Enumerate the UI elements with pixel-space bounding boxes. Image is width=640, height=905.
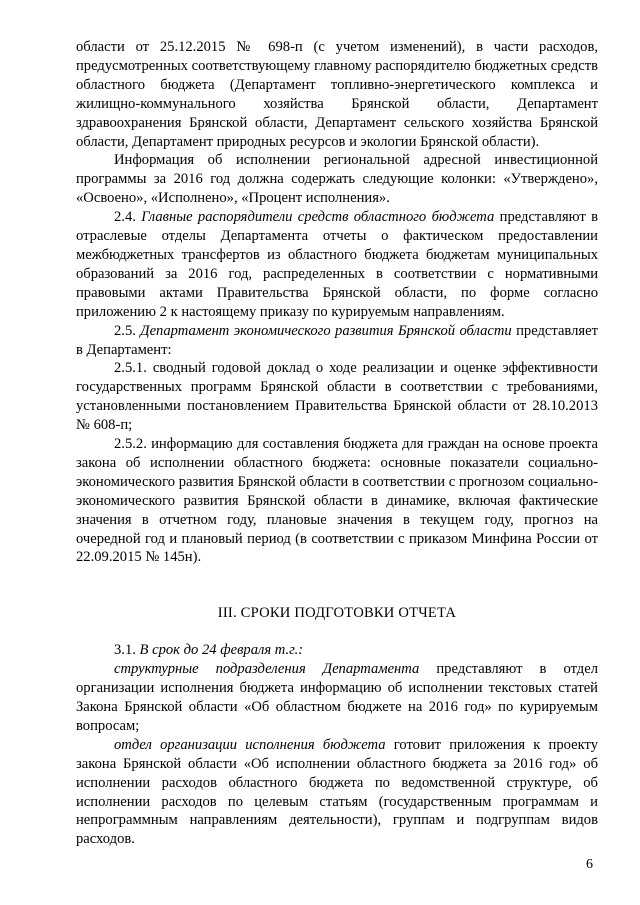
paragraph-2-5-2: 2.5.2. информацию для составления бюджета для граждан на основе проекта закона об исполнении областного бюджета: основные показатели социально-экономического развития Брянской области в соответствии с прогнозом социально-экономического развития Брянской области в динамике, включая фактические значения в отчетном году, плановые значения в текущем году, прогноз на очередной год и плановый период (в соответствии с приказом Минфина России от 22.09.2015 № 145н). [76, 436, 598, 566]
page-number: 6 [586, 857, 593, 872]
paragraph-3-1 [76, 641, 598, 660]
clause-text: представляет в Департамент: [76, 322, 598, 358]
italic-subject: Департамент экономического развития Брянской области [140, 322, 512, 339]
clause-text: представляют в отдел организации исполнения бюджета информацию об исполнении текстовых статей Закона Брянской области «Об областном бюджете на 2016 год» по курируемым вопросам; [76, 661, 598, 734]
paragraph-2-5-1: 2.5.1. сводный годовой доклад о ходе реализации и оценке эффективности государственных программ Брянской области в соответствии с требованиями, установленными постановлением Правительства Брянской области от 28.10.2013 № 608-п; [76, 360, 598, 434]
italic-subject: В срок до 24 февраля т.г.: [139, 642, 304, 659]
paragraph-2-4 [76, 208, 598, 321]
clause-number: 2.5. [114, 322, 136, 339]
section-title: III. СРОКИ ПОДГОТОВКИ ОТЧЕТА [217, 605, 457, 622]
document-body [76, 38, 598, 849]
paragraph-budget-department [76, 736, 598, 849]
clause-text: представляют в отраслевые отделы Департамента отчеты о фактическом предоставлении межбюджетных трансфертов из областного бюджета бюджетам муниципальных образований за 2016 год, распределенных в соответствии с нормативными правовыми актами Правительства Брянской области, по форме согласно приложению 2 к настоящему приказу по курируемым направлениям. [76, 209, 598, 320]
paragraph-structural-units [76, 660, 598, 736]
clause-number: 3.1. [114, 642, 136, 659]
italic-subject: структурные подразделения Департамента [114, 661, 420, 678]
paragraph-investment-program: Информация об исполнении региональной адресной инвестиционной программы за 2016 год должна содержать следующие колонки: «Утверждено», «Освоено», «Исполнено», «Процент исполнения». [76, 152, 598, 207]
paragraph-2-5 [76, 322, 598, 360]
italic-subject: Главные распорядители средств областного бюджета [141, 209, 495, 226]
italic-subject: отдел организации исполнения бюджета [114, 736, 386, 753]
clause-number: 2.4. [114, 209, 136, 226]
paragraph-budget-areas: области от 25.12.2015 № 698-п (с учетом изменений), в части расходов, предусмотренных соответствующему главному распорядителю бюджетных средств областного бюджета (Департамент топливно-энергетического комплекса и жилищно-коммунального хозяйства Брянской области, Департамент здравоохранения Брянской области, Департамент сельского хозяйства Брянской области, Департамент природных ресурсов и экологии Брянской области). [76, 39, 598, 150]
clause-text: готовит приложения к проекту закона Брянской области «Об исполнении областного бюджета за 2016 год» об исполнении расходов областного бюджета по ведомственной структуре, об исполнении расходов по целевым статьям (государственным программам и непрограммным направлениям деятельности), группам и подгруппам видов расходов. [76, 736, 598, 848]
